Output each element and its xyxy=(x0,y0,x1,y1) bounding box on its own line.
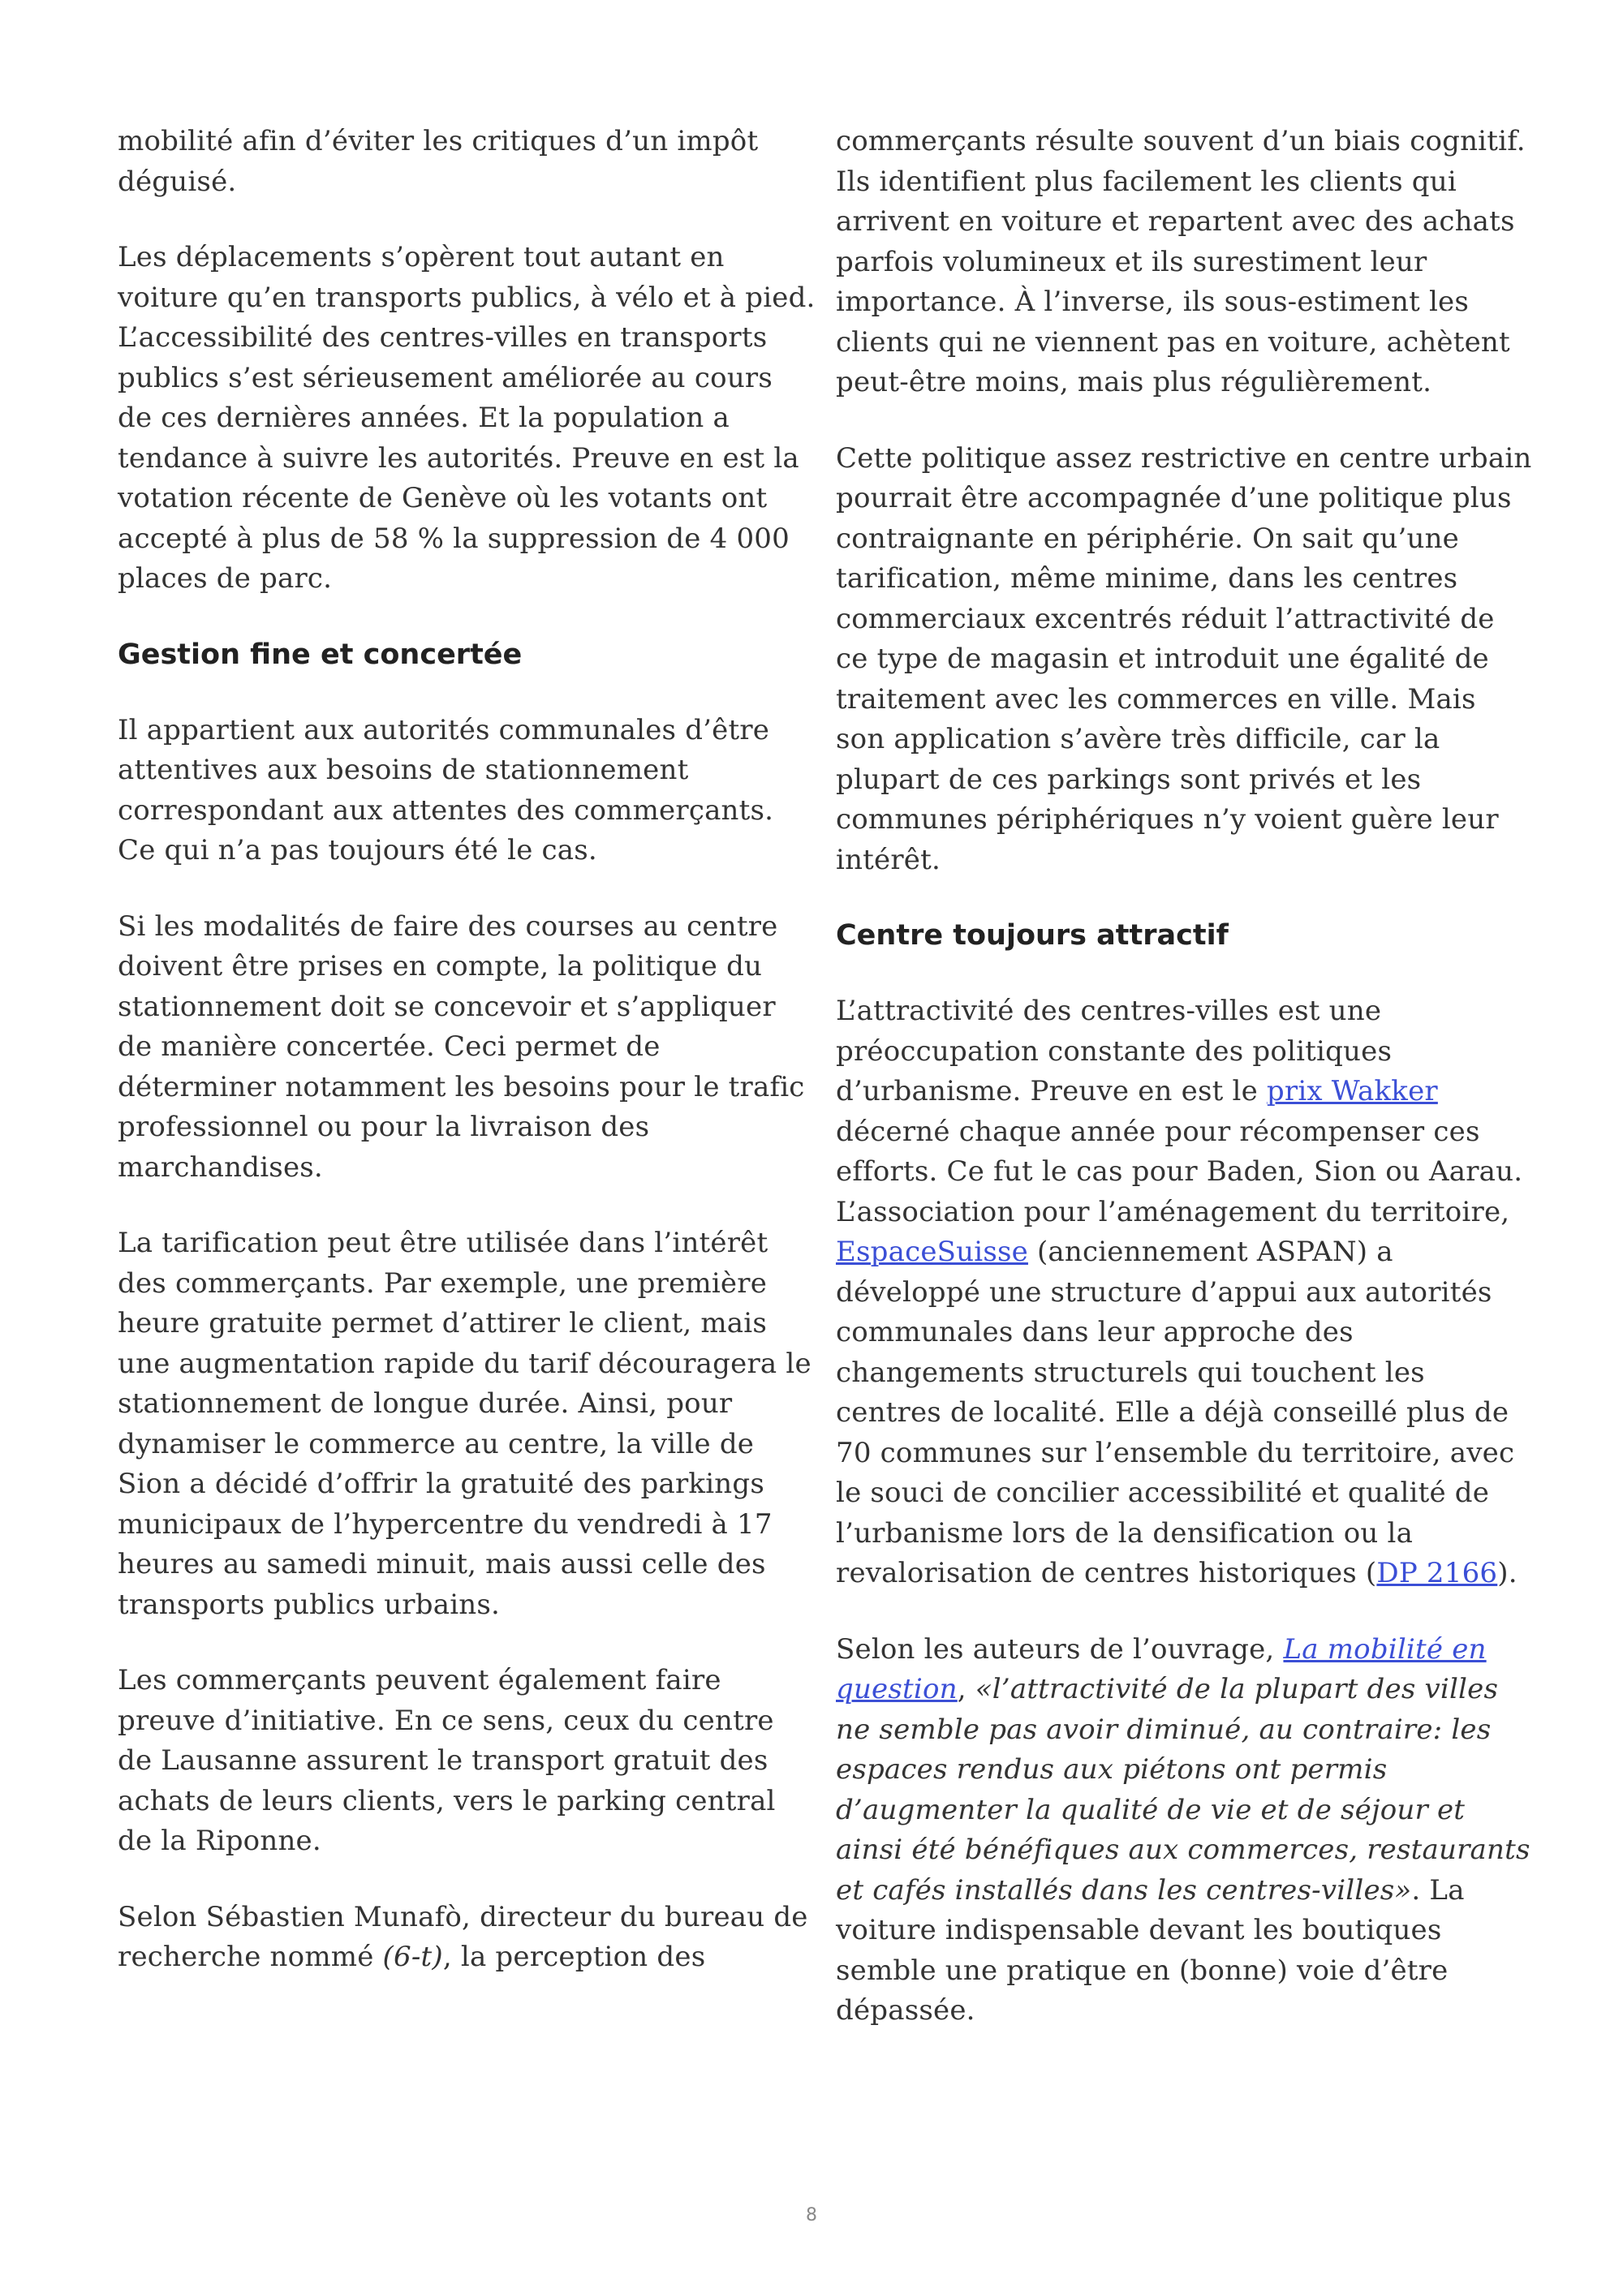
paragraph: Les déplacements s’opèrent tout autant en voiture qu’en transports publics, à vélo et à pied. L’accessibilité des centres-villes en transports publics s’est sérieusement améliorée au cours de ces dernières années. Et la population a tendance à suivre les autorités. Preuve en est la votation récente de Genève où les votants ont accepté à plus de 58 % la suppression de 4 000 places de parc. xyxy=(118,241,816,595)
paragraph xyxy=(836,1630,1534,2032)
paragraph: Les commerçants peuvent également faire preuve d’initiative. En ce sens, ceux du centre de Lausanne assurent le transport gratuit des achats de leurs clients, vers le parking central de la Riponne. xyxy=(118,1664,776,1857)
paragraph xyxy=(118,1898,816,1978)
paragraph xyxy=(836,991,1534,1594)
link-espacesuisse[interactable]: EspaceSuisse xyxy=(836,1236,1028,1268)
text-span: Selon les auteurs de l’ouvrage, xyxy=(836,1632,1284,1666)
link-dp-2166[interactable]: DP 2166 xyxy=(1376,1557,1498,1589)
bureau-name: (6-t) xyxy=(382,1941,443,1973)
paragraph: commerçants résulte souvent d’un biais cognitif. Ils identifient plus facilement les clients qui arrivent en voiture et repartent avec des achats parfois volumineux et ils surestiment leur importance. À l’inverse, ils sous-estiment les clients qui ne viennent pas en voiture, achètent peut-être moins, mais plus régulièrement. xyxy=(836,125,1526,398)
text-span: . La voiture indispensable devant les boutiques semble une pratique en (bonne) voie d’être dépassée. xyxy=(836,1873,1465,2027)
page-number: 8 xyxy=(806,2205,817,2225)
text-span: (anciennement ASPAN) a développé une structure d’appui aux autorités communales dans leur approche des changements structurels qui touchent les centres de localité. Elle a déjà conseillé plus de 70 communes sur l’ensemble du territoire, avec le souci de concilier accessibilité et qualité de l’urbanisme lors de la densification ou la revalorisation de centres historiques ( xyxy=(836,1236,1515,1589)
section-heading-gestion: Gestion fine et concertée xyxy=(118,638,523,671)
link-prix-wakker[interactable]: prix Wakker xyxy=(1266,1075,1438,1107)
text-span: décerné chaque année pour récompenser ces efforts. Ce fut le cas pour Baden, Sion ou Aarau. L’association pour l’aménagement du territoire, xyxy=(836,1115,1523,1228)
text-span: Selon Sébastien Munafò, directeur du bureau de recherche nommé xyxy=(118,1900,808,1973)
paragraph: Si les modalités de faire des courses au centre doivent être prises en compte, la politique du stationnement doit se concevoir et s’appliquer de manière concertée. Ceci permet de déterminer notamment les besoins pour le trafic professionnel ou pour la livraison des marchandises. xyxy=(118,909,805,1184)
text-span: , xyxy=(957,1673,975,1705)
paragraph: mobilité afin d’éviter les critiques d’un impôt déguisé. xyxy=(118,125,759,198)
left-column xyxy=(118,122,816,2014)
paragraph: La tarification peut être utilisée dans l’intérêt des commerçants. Par exemple, une première heure gratuite permet d’attirer le client, mais une augmentation rapide du tarif découragera le stationnement de longue durée. Ainsi, pour dynamiser le commerce au centre, la ville de Sion a décidé d’offrir la gratuité des parkings municipaux de l’hypercentre du vendredi à 17 heures au samedi minuit, mais aussi celle des transports publics urbains. xyxy=(118,1227,812,1621)
text-span: L’attractivité des centres-villes est une préoccupation constante des politiques d’urbanisme. Preuve en est le xyxy=(836,995,1393,1107)
quote: «l’attractivité de la plupart des villes ne semble pas avoir diminué, au contraire: les espaces rendus aux piétons ont permis d’augmenter la qualité de vie et de séjour et ainsi été bénéfiques aux commerces, restaurants et cafés installés dans les centres-villes» xyxy=(836,1673,1530,1907)
paragraph: Il appartient aux autorités communales d’être attentives aux besoins de stationnement correspondant aux attentes des commerçants. Ce qui n’a pas toujours été le cas. xyxy=(118,713,774,866)
section-heading-centre: Centre toujours attractif xyxy=(836,919,1229,952)
right-column xyxy=(836,122,1534,2067)
book-title: La mobilité en question xyxy=(836,1632,1487,1705)
text-span: , la perception des xyxy=(442,1941,706,1973)
paragraph: Cette politique assez restrictive en centre urbain pourrait être accompagnée d’une politique plus contraignante en périphérie. On sait qu’une tarification, même minime, dans les centres commerciaux excentrés réduit l’attractivité de ce type de magasin et introduit une égalité de traitement avec les commerces en ville. Mais son application s’avère très difficile, car la plupart de ces parkings sont privés et les communes périphériques n’y voient guère leur intérêt. xyxy=(836,441,1532,876)
text-span: ). xyxy=(1497,1557,1518,1589)
